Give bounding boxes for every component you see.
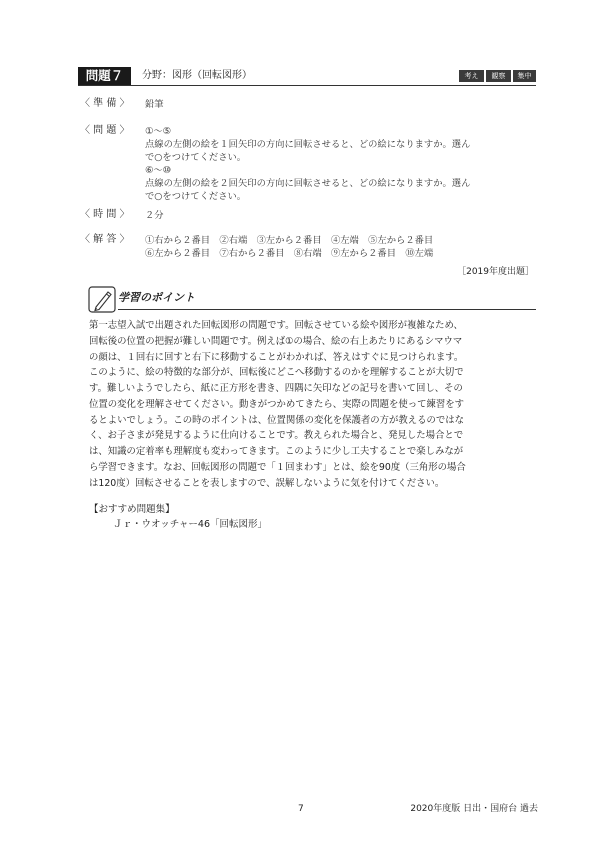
point-line: 回転後の位置の把握が難しい問題です。例えば①の場合、絵の右上あたりにあるシマウマ: [89, 335, 463, 347]
point-line: は120度）回転させることを表しますので、誤解しないように気を付けてください。: [89, 477, 445, 489]
tag-focus: 集中: [513, 70, 536, 82]
preparation-text: 鉛筆: [145, 99, 164, 110]
year-note: ［2019年度出題］: [457, 267, 534, 277]
point-line: 位置の変化を理解させてください。動きがつかめてきたら、実際の問題を使って練習をす: [89, 398, 465, 410]
tag-think: 考え: [459, 70, 484, 82]
preparation-label: 〈 準 備 〉: [80, 98, 130, 109]
page-number: 7: [298, 804, 304, 814]
point-line: このように、絵の特徴的な部分が、回転後にどこへ移動するのかを理解することが大切で: [89, 367, 464, 379]
point-line: す。難しいようでしたら、紙に正方形を書き、四隅に矢印などの記号を書いて回し、その: [89, 383, 463, 394]
point-divider: [118, 309, 536, 310]
question-line: 点線の左側の絵を２回矢印の方向に回転させると、どの絵になりますか。選ん: [145, 178, 471, 189]
point-line: るとよいでしょう。この時のポイントは、位置関係の変化を保護者の方が教えるのではな: [89, 414, 465, 426]
question-line: で○をつけてください。: [145, 152, 247, 163]
tag-observe: 観察: [486, 70, 511, 82]
pencil-icon: [88, 286, 118, 314]
recommended-heading: 【おすすめ問題集】: [89, 504, 175, 515]
header-divider: [78, 85, 536, 86]
field-label: 分野：図形（回転図形）: [142, 70, 252, 81]
point-line: ら学習できます。なお、回転図形の問題で「１回まわす」とは、絵を90度（三角形の場合: [89, 461, 466, 473]
time-label: 〈 時 間 〉: [80, 209, 130, 220]
recommended-item: Ｊｒ・ウオッチャー46「回転図形」: [113, 519, 268, 530]
problem-number-badge: 問題７: [78, 67, 131, 85]
answer-line: ⑥左から２番目 ⑦右から２番目 ⑧右端 ⑨左から２番目 ⑩左端: [145, 248, 434, 259]
point-body: [89, 318, 529, 491]
point-line: は、知識の定着率も理解度も変わってきます。このように少し工夫することで楽しみなが: [89, 446, 464, 457]
question-line: ⑥～⑩: [145, 165, 171, 176]
footer-title: 2020年度版 日出・国府台 過去: [410, 804, 538, 814]
point-line: の顔は、１回右に回すと右下に移動することがわかれば、答えはすぐに見つけられます。: [89, 351, 464, 363]
point-line: く、お子さまが発見するように仕向けることです。教えられた場合と、発見した場合とで: [89, 430, 464, 442]
point-line: 第一志望入試で出題された回転図形の問題です。回転させている絵や図形が複雑なため、: [89, 320, 463, 331]
answer-line: ①右から２番目 ②右端 ③左から２番目 ④左端 ⑤左から２番目: [145, 235, 434, 246]
time-text: ２分: [145, 210, 164, 221]
question-label: 〈 問 題 〉: [80, 125, 130, 136]
answer-label: 〈 解 答 〉: [80, 234, 130, 245]
question-line: 点線の左側の絵を１回矢印の方向に回転させると、どの絵になりますか。選ん: [145, 139, 471, 150]
question-line: ①～⑤: [145, 126, 171, 137]
point-title: 学習のポイント: [118, 291, 195, 304]
question-line: で○をつけてください。: [145, 191, 247, 202]
